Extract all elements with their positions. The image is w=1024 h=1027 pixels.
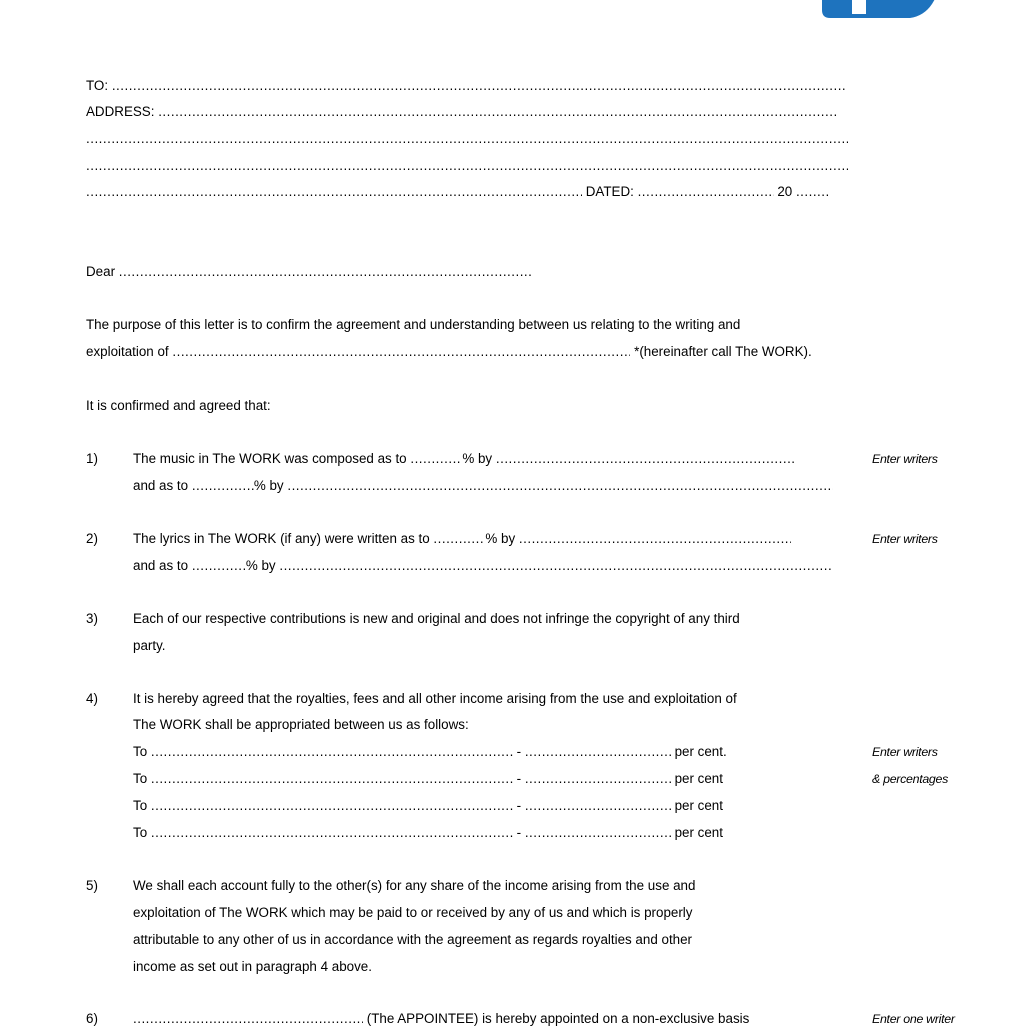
address-field-4[interactable] — [86, 184, 582, 200]
share-dash: - — [516, 825, 522, 840]
share-row — [133, 798, 723, 814]
address-label: ADDRESS: — [86, 104, 155, 119]
address-line — [86, 104, 836, 120]
item-4-note-1: Enter writers — [872, 745, 938, 759]
share-row — [133, 744, 727, 760]
item-4-line-2: The WORK shall be appropriated between us as follows: — [133, 717, 469, 732]
date-field[interactable] — [638, 184, 774, 200]
item-5-line-3: attributable to any other of us in accordance with the agreement as regards royalties and other — [133, 932, 693, 947]
purpose-line-1: The purpose of this letter is to confirm the agreement and understanding between us relating to the writing and — [86, 317, 741, 332]
share-per-cent: per cent — [674, 798, 723, 813]
item-2-writer-a[interactable] — [519, 531, 791, 547]
share-per-cent: per cent — [674, 825, 723, 840]
to-field[interactable] — [112, 78, 847, 94]
item-1-percent-a[interactable] — [410, 451, 462, 467]
purpose-line-2 — [86, 344, 812, 360]
item-2-by-a: % by — [485, 531, 516, 546]
item-2-percent-b[interactable] — [192, 558, 246, 574]
address-field-1[interactable] — [158, 104, 836, 120]
item-3-number: 3) — [86, 611, 98, 626]
share-to-label: To — [133, 744, 148, 759]
share-writer-field[interactable] — [151, 798, 513, 814]
item-1-by-b: % by — [253, 478, 284, 493]
address-line-3 — [86, 158, 848, 174]
item-2-number: 2) — [86, 531, 98, 546]
purpose-line2-start: exploitation of — [86, 344, 169, 359]
year-label: 20 — [777, 184, 793, 199]
appointee-field[interactable] — [133, 1011, 363, 1027]
salutation-label: Dear — [86, 264, 116, 279]
item-1-number: 1) — [86, 451, 98, 466]
item-6-line-1 — [133, 1011, 749, 1027]
share-to-label: To — [133, 771, 148, 786]
item-4-note-2: & percentages — [872, 772, 949, 786]
item-2-line-1 — [133, 531, 791, 547]
address-field-3[interactable] — [86, 158, 848, 174]
item-3-line-2: party. — [133, 638, 166, 653]
share-row — [133, 825, 723, 841]
item-1-text-b: and as to — [133, 478, 189, 493]
item-1-line-1 — [133, 451, 794, 467]
item-2-line-2 — [133, 558, 833, 574]
share-row — [133, 771, 723, 787]
item-6-note: Enter one writer — [872, 1012, 955, 1026]
item-1-writer-a[interactable] — [496, 451, 794, 467]
item-2-by-b: % by — [245, 558, 276, 573]
item-4-line-1: It is hereby agreed that the royalties, fees and all other income arising from the use and exploitation of — [133, 691, 737, 706]
item-2-percent-a[interactable] — [433, 531, 485, 547]
share-percent-field[interactable] — [525, 798, 671, 814]
share-dash: - — [516, 744, 522, 759]
publisher-logo — [822, 0, 938, 20]
year-field[interactable] — [796, 184, 830, 200]
share-to-label: To — [133, 798, 148, 813]
share-percent-field[interactable] — [525, 744, 671, 760]
share-per-cent: per cent — [674, 771, 723, 786]
share-percent-field[interactable] — [525, 825, 671, 841]
share-writer-field[interactable] — [151, 744, 513, 760]
item-1-percent-b[interactable] — [192, 478, 254, 494]
share-to-label: To — [133, 825, 148, 840]
item-5-line-4: income as set out in paragraph 4 above. — [133, 959, 372, 974]
share-per-cent: per cent. — [674, 744, 727, 759]
item-5-number: 5) — [86, 878, 98, 893]
address-field-2[interactable] — [86, 131, 848, 147]
item-5-line-2: exploitation of The WORK which may be paid to or received by any of us and which is properly — [133, 905, 693, 920]
item-2-text-a: The lyrics in The WORK (if any) were written as to — [133, 531, 430, 546]
item-1-writer-b[interactable] — [287, 478, 833, 494]
item-1-by-a: % by — [462, 451, 493, 466]
share-dash: - — [516, 798, 522, 813]
item-6-number: 6) — [86, 1011, 98, 1026]
address-line-2 — [86, 131, 848, 147]
dated-label: DATED: — [585, 184, 634, 199]
item-6-text: (The APPOINTEE) is hereby appointed on a non-exclusive basis — [366, 1011, 750, 1026]
item-1-line-2 — [133, 478, 833, 494]
item-1-text-a: The music in The WORK was composed as to — [133, 451, 407, 466]
item-2-writer-b[interactable] — [279, 558, 833, 574]
share-percent-field[interactable] — [525, 771, 671, 787]
item-2-text-b: and as to — [133, 558, 189, 573]
recipient-field[interactable] — [119, 264, 531, 280]
purpose-line2-end: *(hereinafter call The WORK). — [634, 344, 812, 359]
item-5-line-1: We shall each account fully to the other(s) for any share of the income arising from the use and — [133, 878, 696, 893]
dated-line — [86, 184, 830, 200]
to-label: TO: — [86, 78, 109, 93]
share-writer-field[interactable] — [151, 825, 513, 841]
share-writer-field[interactable] — [151, 771, 513, 787]
item-3-line-1: Each of our respective contributions is new and original and does not infringe the copyright of any third — [133, 611, 740, 626]
confirmed-text: It is confirmed and agreed that: — [86, 398, 271, 413]
work-title-field[interactable] — [172, 344, 630, 360]
salutation-line — [86, 264, 531, 280]
to-line — [86, 78, 847, 94]
item-4-number: 4) — [86, 691, 98, 706]
item-1-note: Enter writers — [872, 452, 938, 466]
item-2-note: Enter writers — [872, 532, 938, 546]
share-dash: - — [516, 771, 522, 786]
